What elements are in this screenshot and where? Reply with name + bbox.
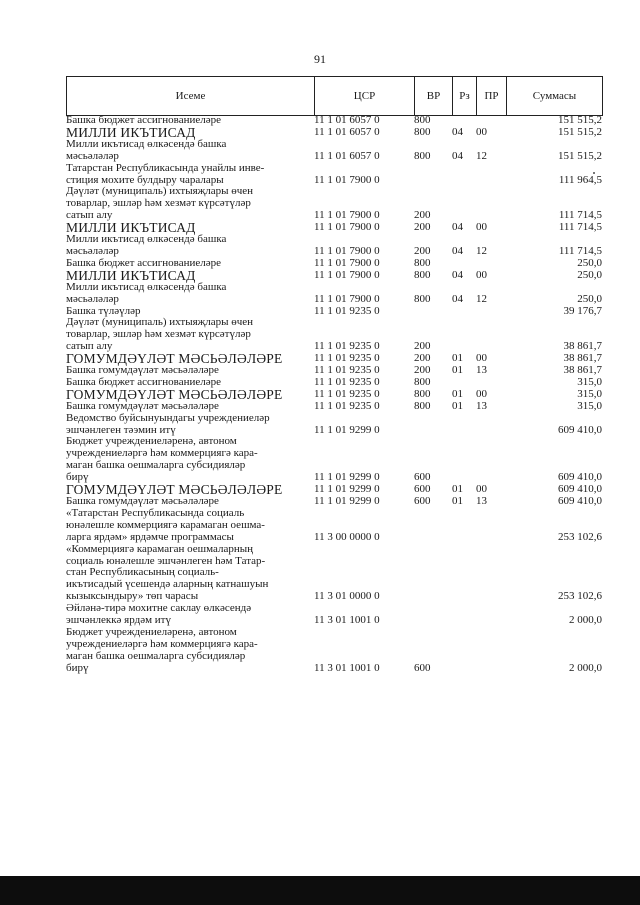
row-code: 11 1 01 9235 0 xyxy=(314,304,380,317)
row-rz: 01 xyxy=(452,483,463,496)
row-name-line: МИЛЛИ ИКЪТИСАД xyxy=(66,220,196,236)
row-sum: 2 000,0 xyxy=(569,614,602,627)
row-sum: 253 102,6 xyxy=(558,590,602,603)
row-code: 11 1 01 7900 0 xyxy=(314,173,380,186)
row-sum: 151 515,2 xyxy=(558,125,602,138)
table-row xyxy=(66,139,602,163)
row-code: 11 1 01 6057 0 xyxy=(314,149,380,162)
row-name-line: «Коммерциягә карамаган оешмаларның xyxy=(66,542,253,555)
row-vr: 600 xyxy=(414,471,431,484)
row-sum: 315,0 xyxy=(577,375,602,388)
row-sum: 609 410,0 xyxy=(558,495,602,507)
table-row xyxy=(66,401,602,413)
row-vr: 200 xyxy=(414,364,431,377)
row-name-line: Башка бюджет ассигнованиеләре xyxy=(66,114,221,126)
row-name xyxy=(66,317,314,353)
row-sum: 151 515,2 xyxy=(558,114,602,126)
row-code: 11 1 01 7900 0 xyxy=(314,292,380,305)
row-name-line: Башка бюджет ассигнованиеләре xyxy=(66,256,221,269)
row-pr: 00 xyxy=(476,125,487,138)
header-rz: Рз xyxy=(453,77,477,116)
row-name-line: сатып алу xyxy=(66,340,113,353)
row-pr: 13 xyxy=(476,364,487,377)
row-name-line: Башка түләүләр xyxy=(66,304,141,317)
row-rz: 01 xyxy=(452,495,463,507)
row-name-line: «Татарстан Республикасында социаль xyxy=(66,506,245,519)
table-row xyxy=(66,282,602,306)
table-row xyxy=(66,163,602,187)
row-name-line: эшчәнлеген тәэмин итү xyxy=(66,423,176,436)
row-pr: 13 xyxy=(476,399,487,412)
row-sum: 38 861,7 xyxy=(563,340,602,353)
row-name-line: бирү xyxy=(66,661,89,674)
table-body xyxy=(66,115,602,675)
page-number: 91 xyxy=(314,52,326,66)
row-vr: 200 xyxy=(414,221,431,234)
table-row xyxy=(66,317,602,353)
row-name-line: Башка гомумдәүләт мәсьәләләре xyxy=(66,495,219,507)
header-vr: ВР xyxy=(415,77,453,116)
row-name-line: учреждениеләргә һәм коммерциягә кара- xyxy=(66,447,258,460)
row-rz: 04 xyxy=(452,221,463,234)
row-name-line: товарлар, эшләр һәм хезмәт күрсәтүләр xyxy=(66,197,251,210)
row-rz: 04 xyxy=(452,268,463,281)
table-row xyxy=(66,436,602,484)
row-code: 11 1 01 9299 0 xyxy=(314,423,380,436)
row-code: 11 1 01 9235 0 xyxy=(314,399,380,412)
row-sum: 250,0 xyxy=(577,292,602,305)
row-code: 11 1 01 7900 0 xyxy=(314,209,380,222)
row-vr: 200 xyxy=(414,244,431,257)
row-name xyxy=(66,267,314,283)
row-pr: 00 xyxy=(476,268,487,281)
row-code: 11 1 01 9299 0 xyxy=(314,483,380,496)
row-vr: 600 xyxy=(414,483,431,496)
row-sum: 315,0 xyxy=(577,399,602,412)
row-name xyxy=(66,603,314,627)
row-sum: 111 714,5 xyxy=(558,221,602,234)
row-name-line: мәсьәләләр xyxy=(66,292,119,305)
row-sum: 111 714,5 xyxy=(558,244,602,257)
row-sum: 315,0 xyxy=(577,387,602,400)
table-row xyxy=(66,603,602,627)
row-name-line: Башка гомумдәүләт мәсьәләләре xyxy=(66,399,219,412)
row-name xyxy=(66,508,314,544)
row-name-line: маган башка оешмаларга субсидияләр xyxy=(66,649,246,662)
row-sum: 609 410,0 xyxy=(558,423,602,436)
row-rz: 01 xyxy=(452,352,463,365)
row-code: 11 1 01 7900 0 xyxy=(314,268,380,281)
row-vr: 200 xyxy=(414,340,431,353)
table-row xyxy=(66,267,602,283)
header-code: ЦСР xyxy=(315,77,415,116)
row-sum: 38 861,7 xyxy=(563,364,602,377)
row-name xyxy=(66,186,314,222)
row-name xyxy=(66,413,314,437)
row-rz: 01 xyxy=(452,399,463,412)
row-name-line: Башка гомумдәүләт мәсьәләләре xyxy=(66,364,219,377)
table-row xyxy=(66,234,602,258)
row-name-line: бирү xyxy=(66,471,89,484)
table-row xyxy=(66,386,602,402)
row-code: 11 1 01 7900 0 xyxy=(314,256,380,269)
row-rz: 04 xyxy=(452,125,463,138)
row-name xyxy=(66,401,314,413)
row-code: 11 1 01 9299 0 xyxy=(314,471,380,484)
row-name-line: Милли икътисад өлкәсендә башка xyxy=(66,137,227,150)
row-name-line: ГОМУМДӘҮЛӘТ МӘСЬӘЛӘЛӘРЕ xyxy=(66,351,283,367)
table-header xyxy=(66,76,603,116)
row-vr: 800 xyxy=(414,375,431,388)
row-name-line: ларга ярдәм» ярдәмче программасы xyxy=(66,530,234,543)
row-vr: 800 xyxy=(414,292,431,305)
row-rz: 04 xyxy=(452,149,463,162)
row-vr: 800 xyxy=(414,399,431,412)
row-pr: 12 xyxy=(476,292,487,305)
row-name-line: сатып алу xyxy=(66,209,113,222)
row-name xyxy=(66,234,314,258)
row-pr: 00 xyxy=(476,483,487,496)
row-sum: 38 861,7 xyxy=(563,352,602,365)
row-name-line: ГОМУМДӘҮЛӘТ МӘСЬӘЛӘЛӘРЕ xyxy=(66,482,283,498)
row-name-line: социаль юнәлешле эшчәнлеген һәм Татар- xyxy=(66,554,266,567)
row-sum: 609 410,0 xyxy=(558,483,602,496)
row-code: 11 3 01 1001 0 xyxy=(314,661,380,674)
row-sum: 250,0 xyxy=(577,268,602,281)
row-vr: 200 xyxy=(414,352,431,365)
row-sum: 2 000,0 xyxy=(569,661,602,674)
row-name xyxy=(66,627,314,675)
row-code: 11 1 01 9235 0 xyxy=(314,364,380,377)
row-name-line: стан Республикасының социаль- xyxy=(66,566,219,579)
row-name-line: эшчәнлеккә ярдәм итү xyxy=(66,614,171,627)
row-pr: 00 xyxy=(476,352,487,365)
row-pr: 13 xyxy=(476,495,487,507)
row-name-line: учреждениеләргә һәм коммерциягә кара- xyxy=(66,637,258,650)
row-name-line: мәсьәләләр xyxy=(66,149,119,162)
row-name-line: юнәлешле коммерциягә карамаган оешма- xyxy=(66,518,265,531)
row-code: 11 1 01 6057 0 xyxy=(314,125,380,138)
row-code: 11 1 01 9235 0 xyxy=(314,340,380,353)
row-sum: 609 410,0 xyxy=(558,471,602,484)
row-name-line: икътисадый үсешендә аларның катнашуын xyxy=(66,578,269,591)
row-code: 11 1 01 7900 0 xyxy=(314,244,380,257)
row-code: 11 1 01 9235 0 xyxy=(314,352,380,365)
row-name-line: маган башка оешмаларга субсидияләр xyxy=(66,459,246,472)
row-sum: 39 176,7 xyxy=(563,304,602,317)
row-vr: 800 xyxy=(414,125,431,138)
header-sum: Суммасы xyxy=(507,77,603,116)
table-row xyxy=(66,508,602,544)
row-name-line: Дәүләт (муниципаль) ихтыяҗлары өчен xyxy=(66,316,254,329)
table-row xyxy=(66,413,602,437)
row-sum: 250,0 xyxy=(577,256,602,269)
row-pr: 12 xyxy=(476,149,487,162)
row-code: 11 1 01 9235 0 xyxy=(314,375,380,388)
row-name-line: ГОМУМДӘҮЛӘТ МӘСЬӘЛӘЛӘРЕ xyxy=(66,386,283,402)
row-vr: 800 xyxy=(414,268,431,281)
row-code: 11 1 01 6057 0 xyxy=(314,114,380,126)
row-name-line: товарлар, эшләр һәм хезмәт күрсәтүләр xyxy=(66,328,251,341)
row-vr: 800 xyxy=(414,149,431,162)
row-code: 11 3 01 1001 0 xyxy=(314,614,380,627)
row-name-line: Әйләнә-тирә мохитне саклау өлкәсендә xyxy=(66,602,252,615)
row-name-line: стиция мохите булдыру чаралары xyxy=(66,173,224,186)
row-code: 11 1 01 9235 0 xyxy=(314,387,380,400)
row-name xyxy=(66,544,314,604)
row-name xyxy=(66,436,314,484)
row-sum: 111 964,5 xyxy=(558,173,602,186)
row-name xyxy=(66,282,314,306)
row-vr: 800 xyxy=(414,114,431,126)
row-sum: 253 102,6 xyxy=(558,530,602,543)
header-pr: ПР xyxy=(477,77,507,116)
scan-speck xyxy=(593,172,595,174)
row-name-line: Бюджет учреждениеләренә, автоном xyxy=(66,435,237,448)
row-vr: 800 xyxy=(414,387,431,400)
row-name-line: Ведомство буйсынуындагы учреждениеләр xyxy=(66,411,270,424)
row-name xyxy=(66,139,314,163)
row-name-line: МИЛЛИ ИКЪТИСАД xyxy=(66,124,196,140)
row-pr: 00 xyxy=(476,221,487,234)
row-sum: 151 515,2 xyxy=(558,149,602,162)
row-rz: 01 xyxy=(452,364,463,377)
row-name-line: Милли икътисад өлкәсендә башка xyxy=(66,233,227,246)
row-vr: 600 xyxy=(414,495,431,507)
row-code: 11 3 01 0000 0 xyxy=(314,590,380,603)
row-vr: 800 xyxy=(414,256,431,269)
table-row xyxy=(66,627,602,675)
row-name-line: кызыксындыру» төп чарасы xyxy=(66,590,199,603)
row-code: 11 1 01 9299 0 xyxy=(314,495,380,507)
row-name-line: Дәүләт (муниципаль) ихтыяҗлары өчен xyxy=(66,185,254,198)
row-name-line: МИЛЛИ ИКЪТИСАД xyxy=(66,267,196,283)
row-name-line: Татарстан Республикасында унайлы инве- xyxy=(66,161,265,174)
row-name xyxy=(66,163,314,187)
row-rz: 04 xyxy=(452,292,463,305)
row-rz: 04 xyxy=(452,244,463,257)
row-vr: 200 xyxy=(414,209,431,222)
row-pr: 00 xyxy=(476,387,487,400)
row-name-line: мәсьәләләр xyxy=(66,244,119,257)
row-name-line: Бюджет учреждениеләренә, автоном xyxy=(66,625,237,638)
row-name-line: Милли икътисад өлкәсендә башка xyxy=(66,280,227,293)
row-code: 11 3 00 0000 0 xyxy=(314,530,380,543)
row-rz: 01 xyxy=(452,387,463,400)
row-name xyxy=(66,386,314,402)
row-sum: 111 714,5 xyxy=(558,209,602,222)
row-name-line: Башка бюджет ассигнованиеләре xyxy=(66,375,221,388)
table-row xyxy=(66,186,602,222)
row-vr: 600 xyxy=(414,661,431,674)
row-code: 11 1 01 7900 0 xyxy=(314,221,380,234)
row-pr: 12 xyxy=(476,244,487,257)
header-name: Исеме xyxy=(67,77,315,116)
scan-border xyxy=(0,876,640,905)
table-row xyxy=(66,544,602,604)
